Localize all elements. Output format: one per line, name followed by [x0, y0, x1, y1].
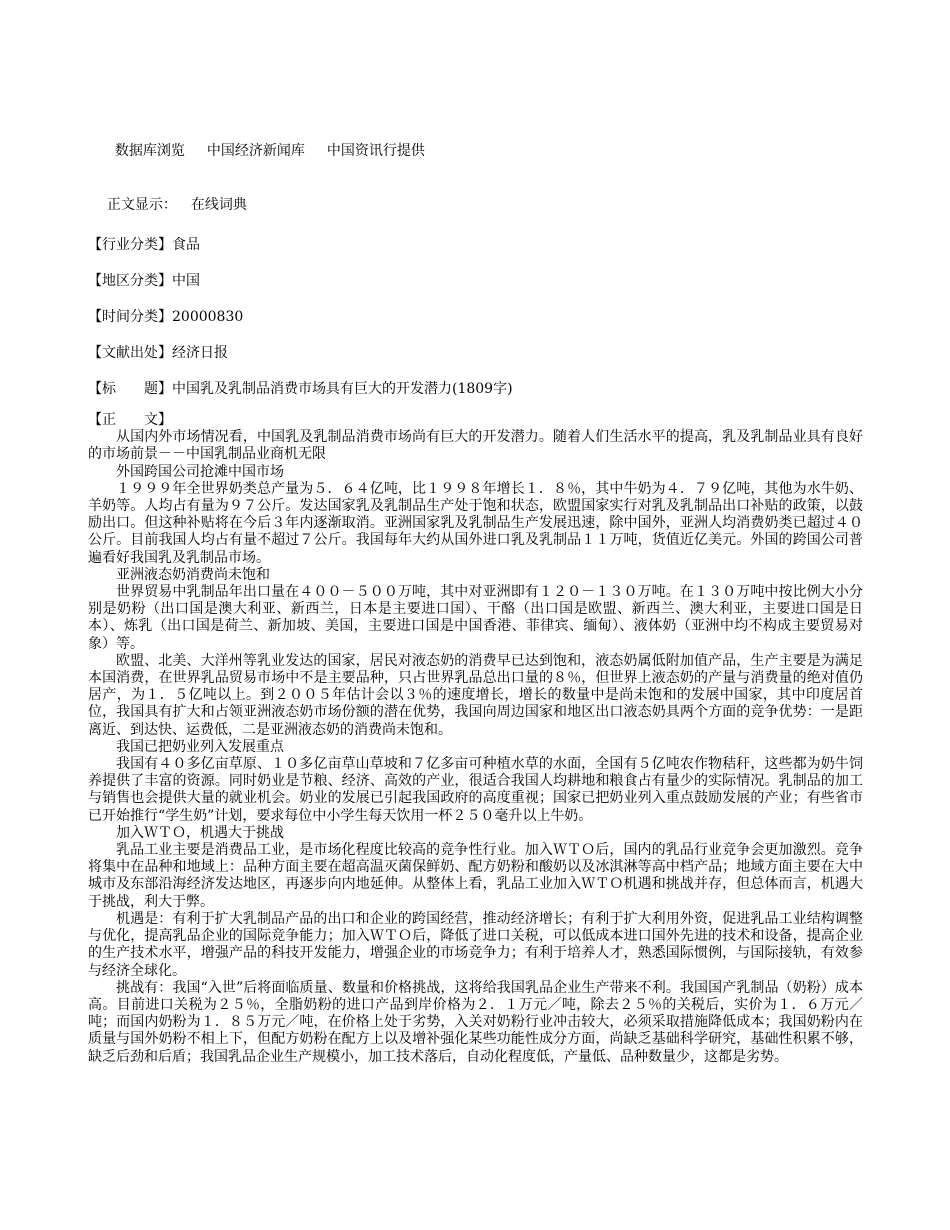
database-browse-link[interactable]: 数据库浏览 [114, 143, 185, 159]
article-paragraph: 我国有４０多亿亩草原、１０多亿亩草山草坡和７亿多亩可种植水草的水面，全国有５亿吨农作物秸秆，这些都为奶牛饲养提供了丰富的资源。同时奶业是节粮、经济、高效的产业，很适合我国人均耕地和粮食占有量少的实际情况。乳制品的加工与销售也会提供大量的就业机会。奶业的发展已引起我国政府的高度重视；国家已把奶业列入重点鼓励发展的产业；有些省市已开始推行“学生奶”计划，要求每位中小学生每天饮用一杯２５０毫升以上牛奶。 [88, 756, 863, 824]
source-value: 经济日报 [172, 345, 228, 361]
industry-value: 食品 [172, 237, 200, 253]
meta-industry [88, 234, 200, 254]
article-body [88, 412, 863, 1066]
section-heading: 加入ＷＴＯ，机遇大于挑战 [116, 824, 284, 841]
section-heading: 我国已把奶业列入发展重点 [116, 738, 284, 755]
article-paragraph: 乳品工业主要是消费品工业，是市场化程度比较高的竞争性行业。加入ＷＴＯ后，国内的乳品行业竞争会更加激烈。竞争将集中在品种和地域上：品种方面主要在超高温灭菌保鲜奶、配方奶粉和酸奶以及冰淇淋等高中档产品；地域方面主要在大中城市及东部沿海经济发达地区，再逐步向内地延伸。从整体上看，乳品工业加入ＷＴＯ机遇和挑战并存，但总体而言，机遇大于挑战，利大于弊。 [88, 842, 863, 910]
body-label: 【正 文】 [88, 412, 172, 428]
view-mode-bar [98, 178, 247, 214]
article-paragraph: 从国内外市场情况看，中国乳及乳制品消费市场尚有巨大的开发潜力。随着人们生活水平的提高，乳及乳制品业具有良好的市场前景－－中国乳制品业商机无限 [88, 429, 863, 463]
article-paragraph: 机遇是：有利于扩大乳制品产品的出口和企业的跨国经营，推动经济增长；有利于扩大利用外资，促进乳品工业结构调整与优化，提高乳品企业的国际竞争能力；加入ＷＴＯ后，降低了进口关税，可以低成本进口国外先进的技术和设备，提高企业的生产技术水平，增强产品的科技开发能力，增强企业的市场竞争力；有利于培养人才，熟悉国际惯例，与国际接轨，有效参与经济全球化。 [88, 910, 863, 979]
meta-source [88, 342, 228, 362]
region-label: 【地区分类】 [88, 273, 172, 289]
body-display-label: 正文显示： [106, 197, 177, 213]
article-paragraph: 世界贸易中乳制品年出口量在４００－５００万吨，其中对亚洲即有１２０－１３０万吨。在１３０万吨中按比例大小分别是奶粉（出口国是澳大利亚、新西兰，日本是主要进口国）、干酪（出口国是欧盟、新西兰、澳大利亚，主要进口国是日本）、炼乳（出口国是荷兰、新加坡、美国，主要进口国是中国香港、菲律宾、缅甸）、液体奶（亚洲中均不构成主要贸易对象）等。 [88, 584, 863, 652]
industry-label: 【行业分类】 [88, 237, 172, 253]
meta-time [88, 306, 243, 326]
online-dictionary-link[interactable]: 在线词典 [190, 197, 247, 213]
region-value: 中国 [172, 273, 200, 289]
database-name: 中国经济新闻库 [206, 143, 305, 159]
meta-region [88, 270, 200, 290]
header-bar [106, 124, 425, 160]
title-label: 【标 题】 [88, 381, 172, 397]
article-title: 中国乳及乳制品消费市场具有巨大的开发潜力(1809字) [172, 381, 513, 397]
section-heading: 亚洲液态奶消费尚未饱和 [116, 566, 270, 583]
section-heading: 外国跨国公司抢滩中国市场 [116, 463, 284, 480]
provider-text: 中国资讯行提供 [326, 143, 425, 159]
source-label: 【文献出处】 [88, 345, 172, 361]
article-paragraph: 欧盟、北美、大洋州等乳业发达的国家，居民对液态奶的消费早已达到饱和，液态奶属低附加值产品，生产主要是为满足本国消费，在世界乳品贸易市场中不是主要品种，只占世界乳品总出口量的８％，但世界上液态奶的产量与消费量的绝对值仍居产，为１．５亿吨以上。到２００５年估计会以３％的速度增长，增长的数量中是尚未饱和的发展中国家，其中印度居首位，我国具有扩大和占领亚洲液态奶市场份额的潜在优势，我国向周边国家和地区出口液态奶具两个方面的竞争优势：一是距离近、到达快、运费低，二是亚洲液态奶的消费尚未饱和。 [88, 652, 863, 738]
article-paragraph: 挑战有：我国“入世”后将面临质量、数量和价格挑战，这将给我国乳品企业生产带来不利。我国国产乳制品（奶粉）成本高。目前进口关税为２５％，全脂奶粉的进口产品到岸价格为２．１万元／吨，除去２５％的关税后，实价为１．６万元／吨；而国内奶粉为１．８５万元／吨，在价格上处于劣势，入关对奶粉行业冲击较大，必须采取措施降低成本；我国奶粉内在质量与国外奶粉不相上下，但配方奶粉在配方上以及增补强化某些功能性成分方面，尚缺乏基础科学研究，基础性积累不够，缺乏后劲和后盾；我国乳品企业生产规模小，加工技术落后，自动化程度低，产量低、品种数量少，这都是劣势。 [88, 979, 863, 1065]
article-paragraph: １９９９年全世界奶类总产量为５．６４亿吨，比１９９８年增长１．８％，其中牛奶为４．７９亿吨，其他为水牛奶、羊奶等。人均占有量为９７公斤。发达国家乳及乳制品生产处于饱和状态，欧盟国家实行对乳及乳制品出口补贴的政策，以鼓励出口。但这种补贴将在今后３年内逐渐取消。亚洲国家乳及乳制品生产发展迅速，除中国外，亚洲人均消费奶类已超过４０公斤。目前我国人均占有量不超过７公斤。我国每年大约从国外进口乳及乳制品１１万吨，货值近亿美元。外国的跨国公司普遍看好我国乳及乳制品市场。 [88, 480, 863, 566]
meta-title [88, 378, 513, 398]
time-value: 20000830 [172, 309, 244, 325]
time-label: 【时间分类】 [88, 309, 172, 325]
